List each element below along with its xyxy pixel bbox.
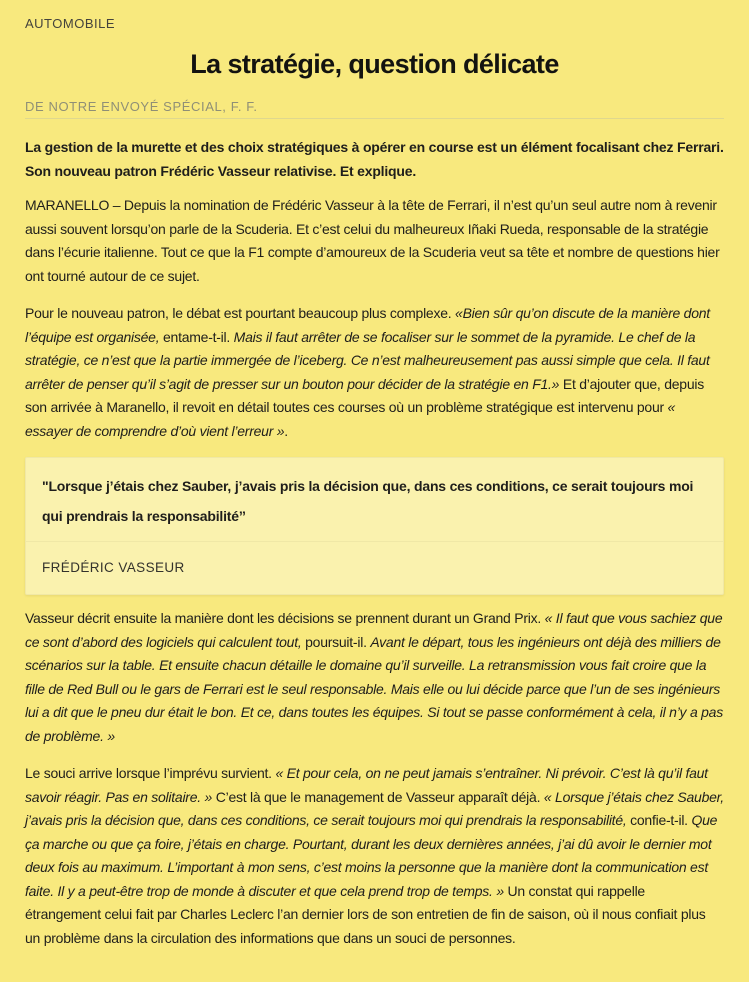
article-paragraph (25, 762, 724, 950)
quote-segment: « Et pour cela, on ne peut jamais s’entraîner. Ni prévoir. C’est là qu’il faut savoir réagir. Pas en solitaire. » (25, 765, 708, 805)
text-segment: poursuit-il. (305, 633, 371, 650)
pullquote-text: "Lorsque j’étais chez Sauber, j’avais pris la décision que, dans ces conditions, ce serait toujours moi qui prendrais la responsabilité’’ (42, 478, 694, 525)
text-segment: Pour le nouveau patron, le débat est pourtant beaucoup plus complexe. (25, 305, 456, 322)
text-segment: MARANELLO – Depuis la nomination de Frédéric Vasseur à la tête de Ferrari, il n’est qu’un seul autre nom à revenir aussi souvent lorsqu’on parle de la Scuderia. Et c’est celui du malheureux Iñaki Rueda, responsable de la stratégie dans l’écurie italienne. Tout ce que la F1 compte d’amoureux de la Scuderia veut sa tête et nombre de questions hier ont tourné autour de ce sujet. (25, 197, 720, 284)
text-segment: confie-t-il. (630, 812, 692, 829)
article-title: La stratégie, question délicate (190, 49, 559, 79)
byline-divider (25, 118, 724, 119)
text-segment: C’est là que le management de Vasseur apparaît déjà. (215, 788, 544, 805)
pullquote-author: FRÉDÉRIC VASSEUR (26, 541, 723, 594)
text-segment: Un constat qui rappelle étrangement celui fait par Charles Leclerc l’an dernier lors de son entretien de fin de saison, où il nous confiait plus un problème dans la circulation des informations que dans un souci de personnes. (25, 882, 706, 946)
article-lead: La gestion de la murette et des choix stratégiques à opérer en course est un élément focalisant chez Ferrari. Son nouveau patron Frédéric Vasseur relativise. Et explique. (25, 139, 724, 180)
quote-segment: « Lorsque j’étais chez Sauber, j’avais pris la décision que, dans ces conditions, ce serait toujours moi qui prendrais la responsabilité, (25, 788, 724, 829)
quote-segment: Mais il faut arrêter de se focaliser sur le sommet de la pyramide. Le chef de la stratégie, ce n’est que la partie immergée de l’iceberg. Ce n’est malheureusement pas aussi simple que cela. Il faut arrêter de penser qu’il s’agit de presser sur un bouton pour décider de la stratégie en F1.» (25, 328, 710, 392)
quote-segment: Que ça marche ou que ça foire, j’étais en charge. Pourtant, durant les deux dernières années, j’ai dû avoir le dernier mot deux fois au maximum. L’important à mon sens, c’est moins la personne que la manière dont la communication est faite. Il y a peut-être trop de monde à discuter et que cela prend trop de temps. » (25, 812, 718, 899)
article-body-top (25, 194, 724, 443)
text-segment: Et d’ajouter que, depuis son arrivée à Maranello, il revoit en détail toutes ces courses où un problème stratégique est intervenu pour (25, 375, 704, 416)
text-segment: Le souci arrive lorsque l’imprévu survient. (25, 765, 276, 782)
article-paragraph (25, 302, 724, 443)
quote-segment: « essayer de comprendre d’où vient l’erreur » (25, 399, 676, 439)
quote-segment: Avant le départ, tous les ingénieurs ont déjà des milliers de scénarios sur la table. Et ensuite chacun détaille le domaine qu’il surveille. La retransmission vous fait croire que la fille de Red Bull ou le gars de Ferrari est le seul responsable. Mais elle ou lui décide parce que l’un de ses ingénieurs lui a dit que le pneu dur était le bon. Et ce, dans toutes les équipes. Si tout se passe conformément à cela, il n’y a pas de problème. » (25, 633, 723, 744)
article-paragraph (25, 607, 724, 748)
article-body-bottom (25, 607, 724, 950)
quote-segment: «Bien sûr qu’on discute de la manière dont l’équipe est organisée, (25, 305, 710, 345)
text-segment: entame-t-il. (163, 328, 234, 345)
text-segment: Vasseur décrit ensuite la manière dont les décisions se prennent durant un Grand Prix. (25, 610, 545, 627)
pullquote-box (25, 457, 724, 595)
text-segment: . (284, 422, 288, 439)
article-paragraph (25, 194, 724, 288)
section-label-automobile[interactable]: AUTOMOBILE (25, 16, 116, 31)
quote-segment: « Il faut que vous sachiez que ce sont d’abord des logiciels qui calculent tout, (25, 610, 723, 650)
article-byline: DE NOTRE ENVOYÉ SPÉCIAL, F. F. (25, 99, 258, 115)
